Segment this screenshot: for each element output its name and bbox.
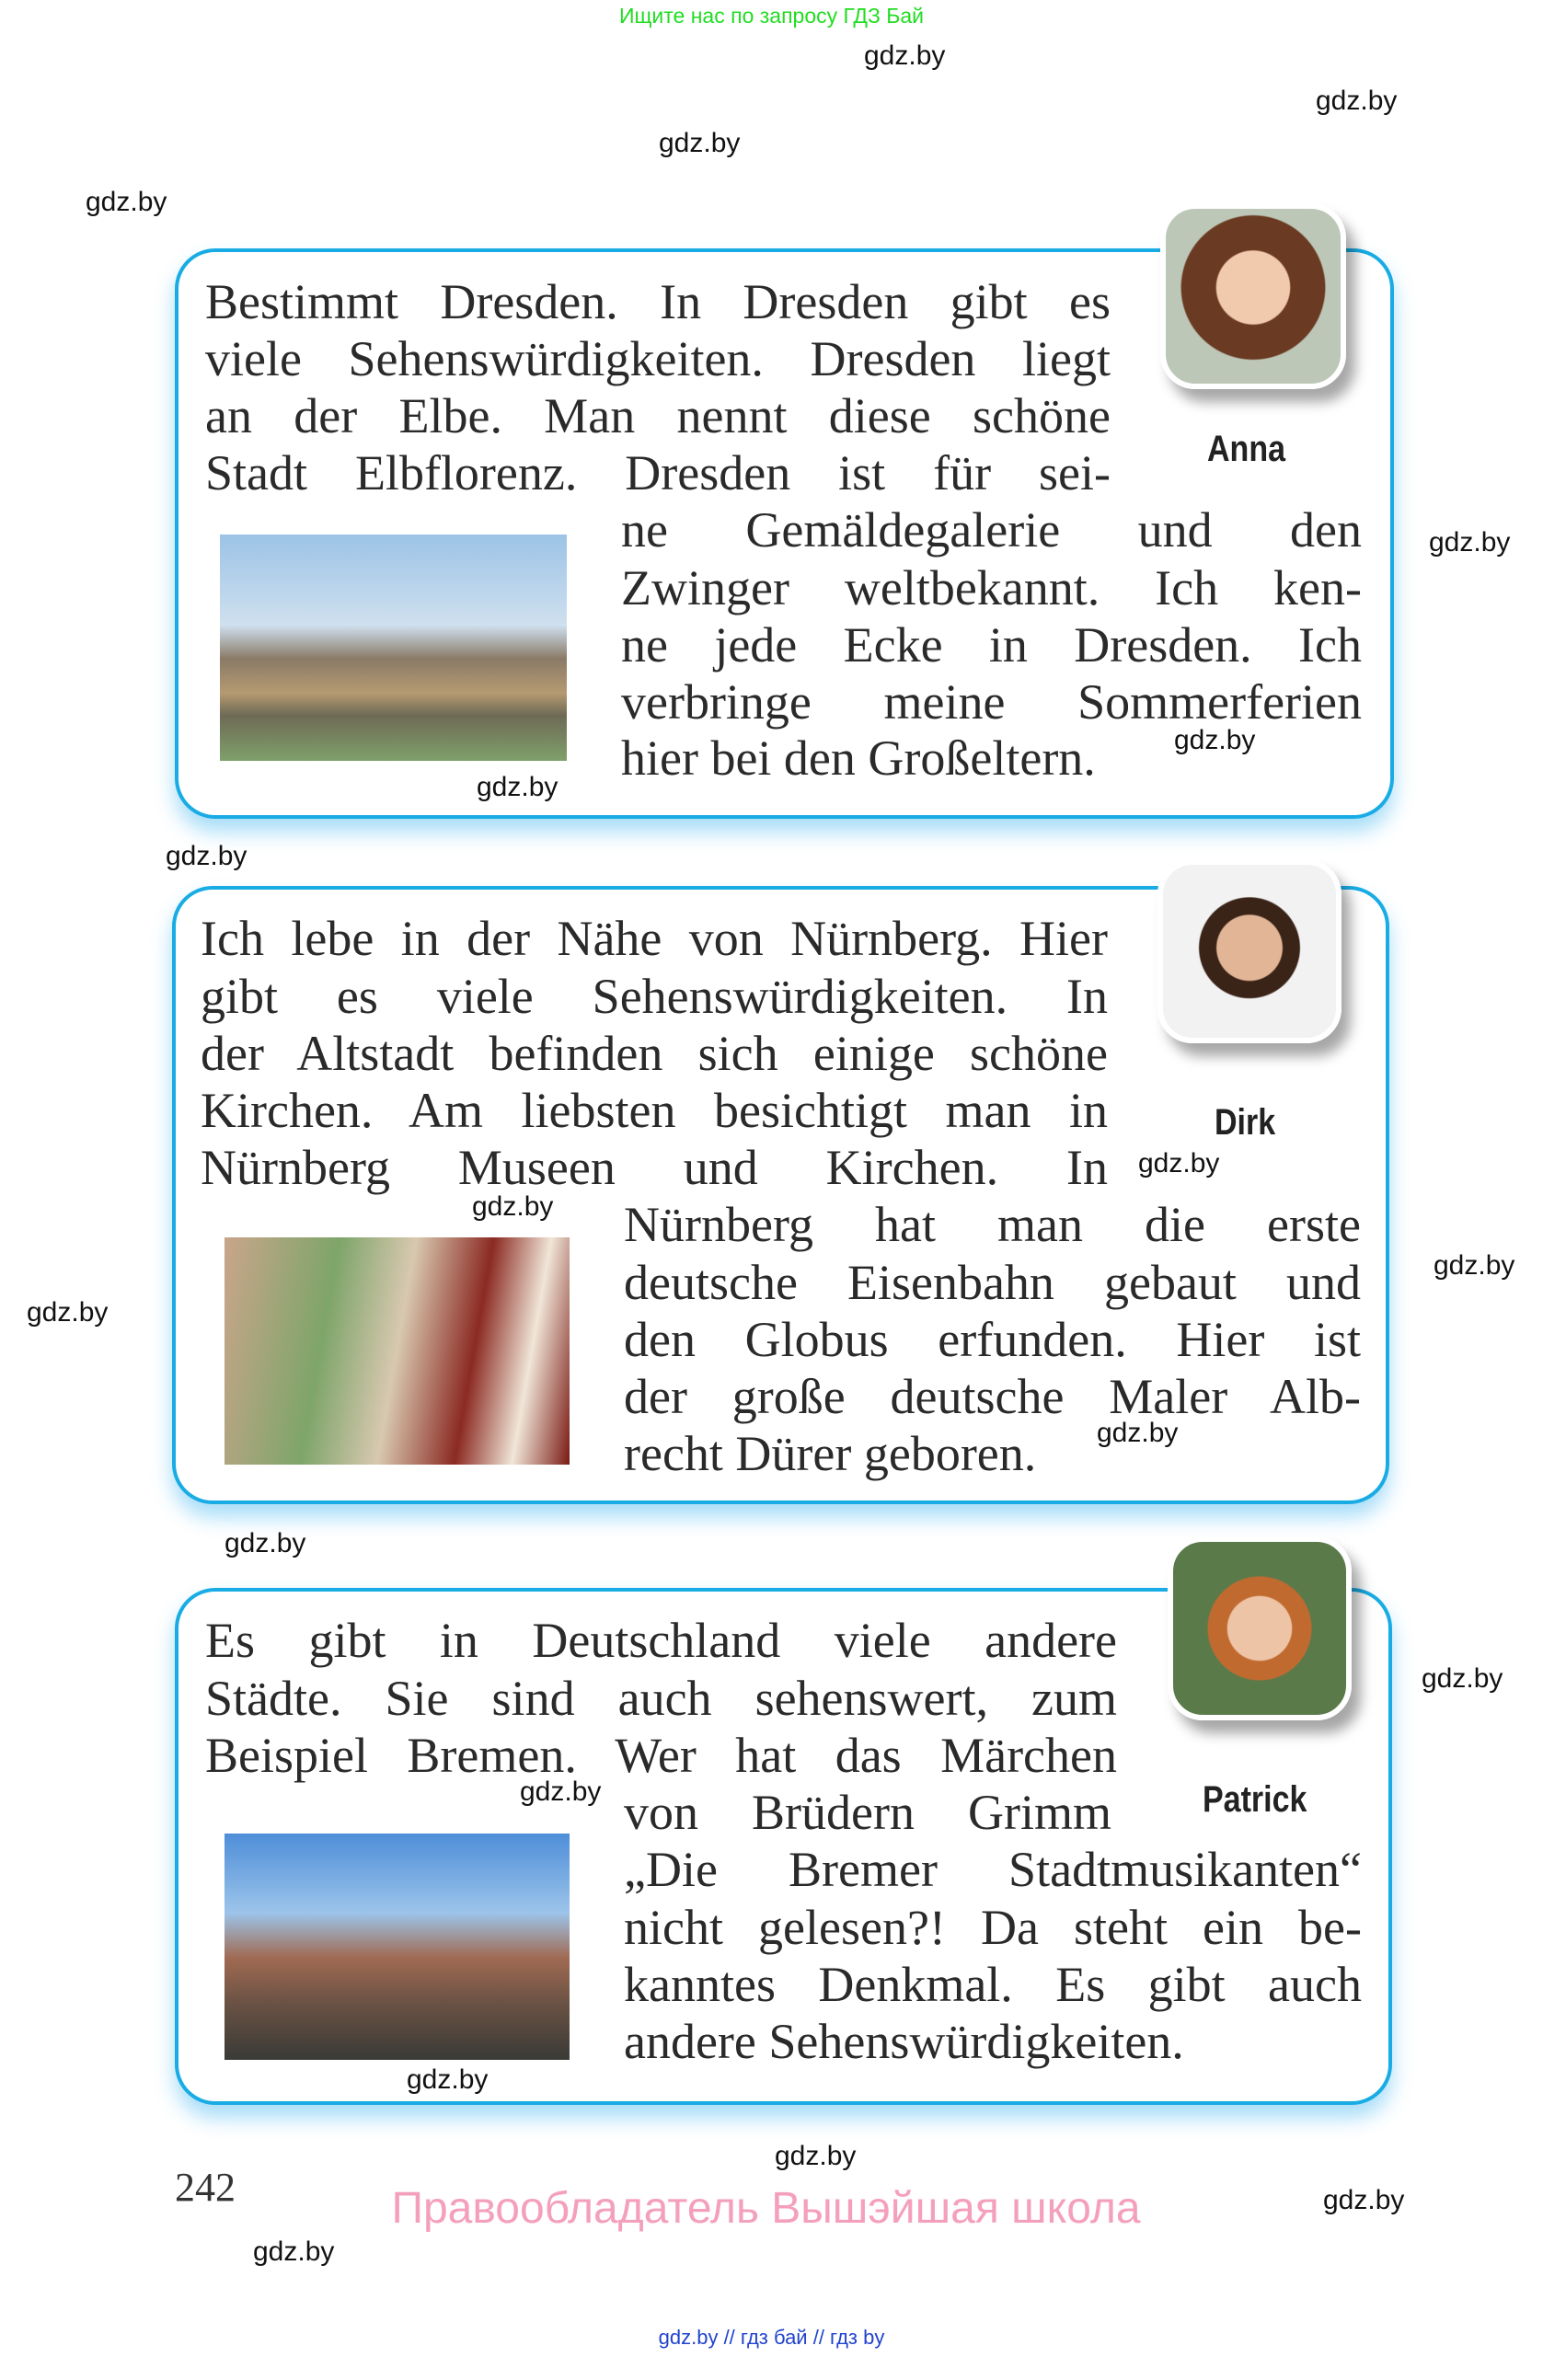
watermark: gdz.by (225, 1528, 306, 1558)
card-text-line: Nürnberg Museen und Kirchen. In (201, 1140, 1108, 1195)
watermark: gdz.by (1138, 1148, 1220, 1179)
copyright-notice: Правообладатель Вышэйшая школа (391, 2184, 1141, 2233)
watermark: gdz.by (1323, 2185, 1405, 2215)
card-text-line: an der Elbe. Man nennt diese schöne (205, 388, 1111, 443)
card-text-line: hier bei den Großeltern. (621, 730, 1096, 786)
watermark: gdz.by (166, 841, 248, 871)
card-text-line: Kirchen. Am liebsten besichtigt man in (201, 1083, 1108, 1138)
watermark: gdz.by (1316, 86, 1398, 116)
card-text-line: Städte. Sie sind auch sehenswert, zum (205, 1671, 1117, 1726)
watermark: gdz.by (1434, 1250, 1515, 1281)
page-number: 242 (175, 2165, 236, 2210)
card-text-line: recht Dürer geboren. (624, 1426, 1037, 1481)
card-text-line: viele Sehenswürdigkeiten. Dresden liegt (205, 331, 1111, 386)
name-anna: Anna (1207, 429, 1285, 469)
avatar-dirk (1157, 859, 1341, 1043)
card-text-line: „Die Bremer Stadtmusikanten“ (624, 1842, 1362, 1897)
card-text-line: nicht gelesen?! Da steht ein be- (624, 1900, 1362, 1955)
avatar-anna (1160, 203, 1346, 389)
avatar-patrick (1168, 1536, 1352, 1720)
watermark: gdz.by (775, 2141, 857, 2171)
watermark: gdz.by (520, 1776, 602, 1807)
watermark: gdz.by (1174, 725, 1256, 755)
card-text-line: gibt es viele Sehenswürdigkeiten. In (201, 969, 1108, 1024)
card-text-line: von Brüdern Grimm (624, 1785, 1111, 1840)
card-text-line: ne jede Ecke in Dresden. Ich (621, 617, 1362, 673)
watermark: gdz.by (253, 2236, 335, 2267)
card-text-line: deutsche Eisenbahn gebaut und (624, 1255, 1361, 1310)
card-text-line: Es gibt in Deutschland viele andere (205, 1613, 1117, 1668)
watermark: gdz.by (1429, 527, 1511, 558)
watermark: gdz.by (86, 187, 167, 217)
watermark: gdz.by (1422, 1663, 1503, 1694)
watermark: gdz.by (407, 2064, 489, 2095)
card-text-line: Stadt Elbflorenz. Dresden ist für sei- (205, 445, 1111, 500)
watermark: gdz.by (864, 40, 946, 71)
card-text-line: Beispiel Bremen. Wer hat das Märchen (205, 1728, 1117, 1783)
card-text-line: Ich lebe in der Nähe von Nürnberg. Hier (201, 911, 1108, 966)
card-text-line: der Altstadt befinden sich einige schöne (201, 1026, 1108, 1081)
watermark: gdz.by (659, 128, 741, 158)
bremen-photo (225, 1834, 570, 2060)
name-patrick: Patrick (1203, 1779, 1307, 1820)
dresden-photo (220, 535, 567, 761)
card-text-line: den Globus erfunden. Hier ist (624, 1312, 1361, 1367)
card-text-line: andere Sehenswürdigkeiten. (624, 2014, 1184, 2069)
card-text-line: ne Gemäldegalerie und den (621, 502, 1362, 558)
nuernberg-photo (225, 1237, 570, 1465)
watermark: gdz.by (27, 1297, 109, 1328)
name-dirk: Dirk (1215, 1102, 1276, 1143)
card-text-line: Nürnberg hat man die erste (624, 1197, 1361, 1252)
watermark: gdz.by (472, 1191, 554, 1222)
card-text-line: Zwinger weltbekannt. Ich ken- (621, 560, 1362, 615)
card-text-line: der große deutsche Maler Alb- (624, 1369, 1361, 1424)
watermark: gdz.by (1097, 1418, 1179, 1448)
card-text-line: kanntes Denkmal. Es gibt auch (624, 1957, 1362, 2012)
header-notice: Ищите нас по запросу ГДЗ Бай (618, 4, 925, 28)
card-text-line: Bestimmt Dresden. In Dresden gibt es (205, 274, 1111, 329)
card-text-line: verbringe meine Sommerferien (621, 674, 1362, 730)
watermark: gdz.by (477, 772, 558, 802)
footer-links[interactable]: gdz.by // гдз бай // гдз by (658, 2326, 885, 2349)
